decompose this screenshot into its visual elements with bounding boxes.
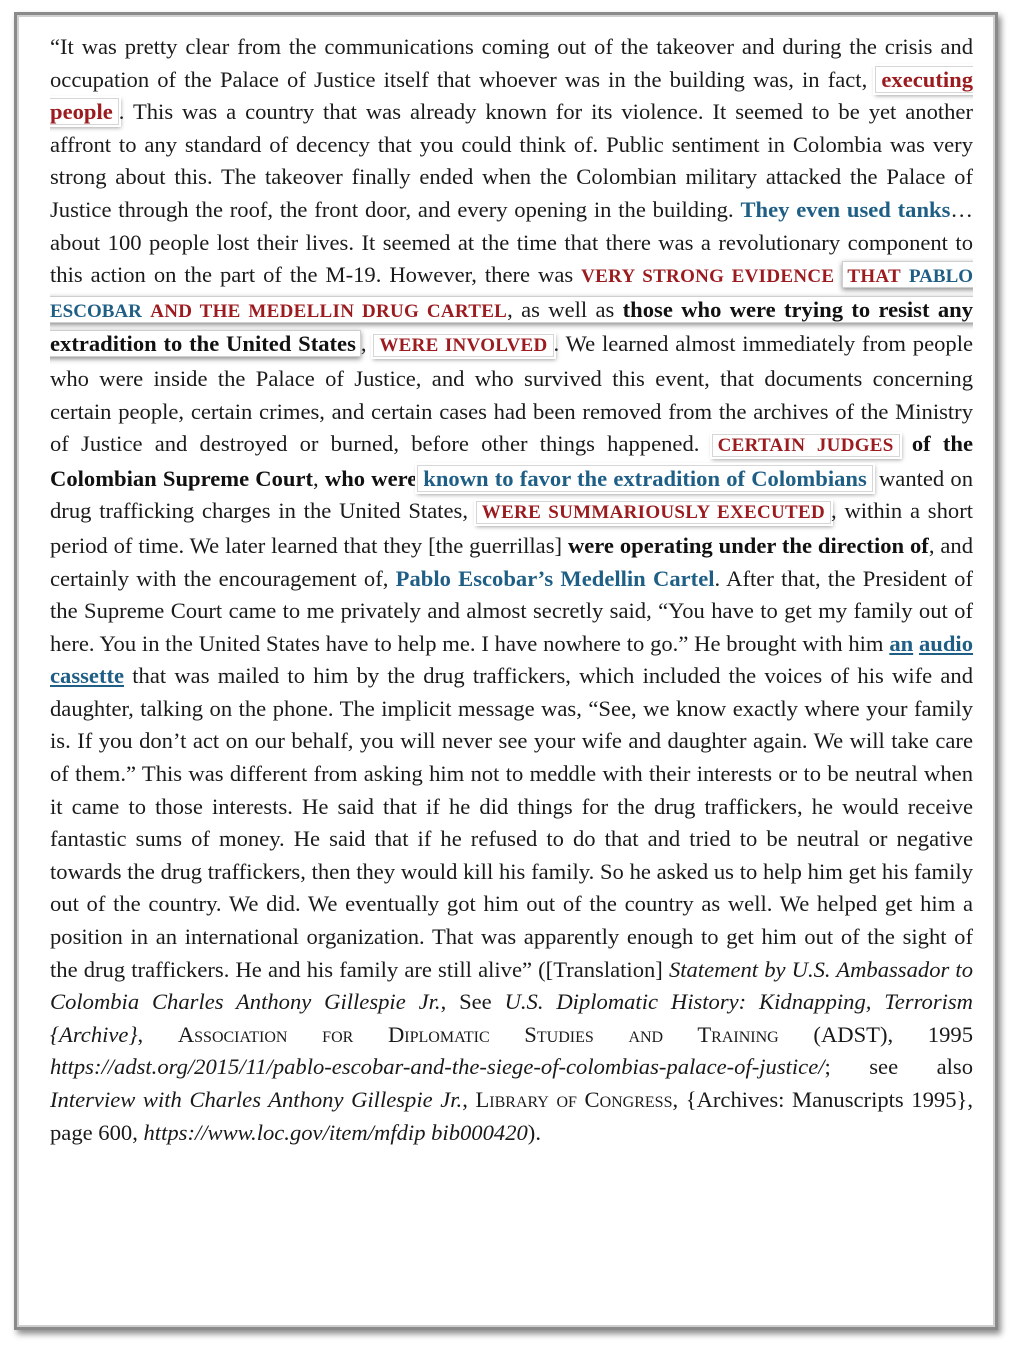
citation-text: , [462,1087,468,1112]
citation-text: , See [440,989,492,1015]
bold-who-were: who were [324,465,418,491]
link-audio-cassette[interactable]: audio cassette [50,630,974,689]
citation-text: (ADST), 1995 [813,1021,973,1047]
quote-text: . We learned almost immediately from people who were inside the Palace of Justice, and who survived this event, that documents concerning certain people, certain crimes, and certain cases had been removed from the archives of the Ministry of Justice and destroyed or burned, before other things happened. [50,331,973,457]
highlight-escobar-cartel: Pablo Escobar’s Medellin Cartel [395,565,715,591]
citation-statement: Statement by U.S. Ambassador to Colombia Charles Anthony Gillespie Jr. [50,956,973,1015]
quote-text: “It was pretty clear from the communications coming out of the takeover and during the crisis and occupation of the Palace of Justice itself that whoever was in the building was, in fact, [50,34,973,92]
bold-operating-under: were operating under the direction of [567,532,929,558]
highlight-executing-people: executing people [50,66,973,125]
citation-adst: Association for Diplomatic Studies and Training [177,1021,779,1047]
citation-text: ). [527,1119,541,1145]
citation-text: ; see also [824,1054,973,1080]
highlight-medellin-cartel: AND THE MEDELLIN DRUG CARTEL [150,300,508,322]
citation-interview: Interview with Charles Anthony Gillespie Jr. [50,1087,463,1112]
highlight-tanks: They even used tanks [740,196,951,222]
quote-text: , within a short period of time. We later learned that they [the guerrillas] [50,498,973,558]
highlight-known-to-favor: known to favor the extradition of Colombians [417,465,872,492]
quote-text: … about 100 people lost their lives. It seemed at the time that there was a revolutionary component to this action on the part of the M-19. However, there was [50,196,973,288]
citation-history: U.S. Diplomatic History: Kidnapping, Terrorism {Archive} [50,989,974,1047]
quote-text: , [360,331,367,357]
highlight-that: THAT [847,266,901,288]
citation-url-loc[interactable]: https://www.loc.gov/item/mfdip bib000420 [143,1119,528,1145]
highlight-summarily-executed: WERE SUMMARIOUSLY EXECUTED [476,501,831,524]
highlight-certain-judges: CERTAIN JUDGES [712,434,900,457]
quote-text: that was mailed to him by the drug traffickers, which included the voices of his wife and daughter, talking on the phone. The implicit message was, “See, we know exactly where your family is. If you don’t act on our behalf, you will never see your wife and daughter again. We will take care of them.” This was different from asking him not to meddle with their interests or to be neutral when it came to those interests. He said that if he did things for the drug traffickers, he would receive fantastic sums of money. He said that if he refused to do that and tried to be neutral or negative towards the drug traffickers, then they would kill his family. So he asked us to help him get his family out of the country. We did. We eventually got him out of the country as well. We helped get him a position in an international organization. That was apparently enough to get him out of the sight of the drug traffickers. He and his family are still alive” [50,663,973,982]
citation-loc: Library of Congress [475,1087,673,1112]
quote-text: , as well as [507,296,615,322]
citation-text: ([Translation] [538,956,663,982]
link-an[interactable]: an [889,630,914,656]
quote-text: . This was a country that was already known for its violence. It seemed to be yet another affront to any standard of decency that you could think of. Public sentiment in Colombia was very strong about this. The takeover finally ended when the Colombian military attacked the Palace of Justice through the roof, the front door, and every opening in the building. [50,99,973,222]
citation-url-adst[interactable]: https://adst.org/2015/11/pablo-escobar-and-the-siege-of-colombias-palace-of-justice/ [50,1054,825,1080]
quote-text: , and certainly with the encouragement of, [50,532,973,591]
quote-text: . After that, the President of the Supreme Court came to me privately and almost secretly said, “You have to get my family out of here. You in the United States have to help me. I have nowhere to go.” He brought with him [50,565,973,656]
bold-those-who: those who were trying to resist any extradition to the United States [50,296,973,357]
highlight-strong-evidence: VERY STRONG EVIDENCE [581,266,835,288]
highlight-were-involved: WERE INVOLVED [373,334,553,357]
highlight-pablo-escobar: PABLO ESCOBAR [50,266,974,322]
citation-text: , {Archives: Manuscripts 1995}, page 600, [50,1087,973,1145]
bold-supreme-court: of the Colombian Supreme Court [50,431,974,491]
quote-text: , [313,465,319,491]
quote-text: wanted on drug trafficking charges in the United States, [50,465,974,524]
citation-text: , [137,1021,144,1047]
quote-paragraph [50,31,973,1149]
